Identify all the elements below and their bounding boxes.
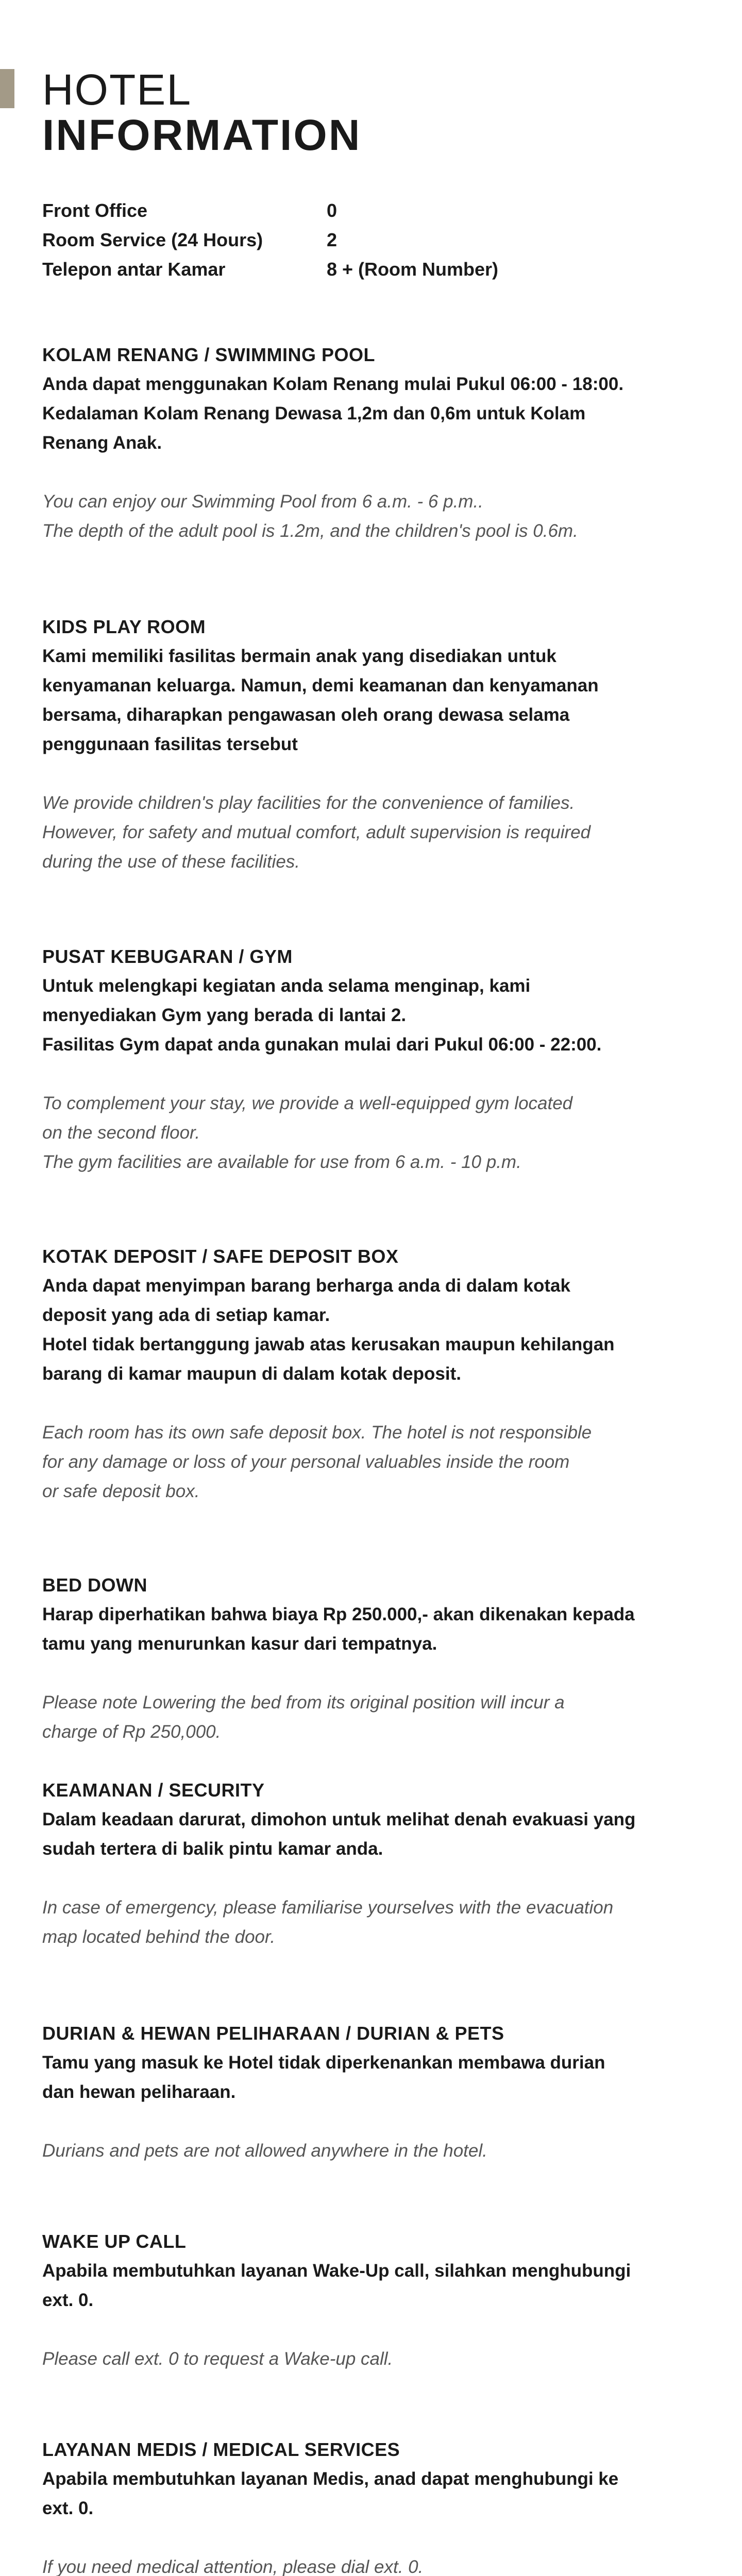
section-title: KOTAK DEPOSIT / SAFE DEPOSIT BOX [42,1246,399,1267]
section-text-id: Kami memiliki fasilitas bermain anak yang disediakan untuk [42,646,556,666]
section-text-id: sudah tertera di balik pintu kamar anda. [42,1839,383,1859]
section-text-id: ext. 0. [42,2498,94,2518]
section-text-id: bersama, diharapkan pengawasan oleh orang dewasa selama [42,705,570,725]
section-text-en-line: We provide children's play facilities for the convenience of families. [42,793,575,813]
section-text-en-line: for any damage or loss of your personal valuables inside the room [42,1452,570,1472]
section-text-en [42,1893,728,1952]
section-title: LAYANAN MEDIS / MEDICAL SERVICES [42,2439,400,2460]
section-swimming-pool [42,340,728,546]
section-text-id: menyediakan Gym yang berada di lantai 2. [42,1005,407,1025]
section-text-id: Anda dapat menggunakan Kolam Renang mulai Pukul 06:00 - 18:00. [42,374,624,394]
section-gym [42,942,728,1177]
section-text-id: Untuk melengkapi kegiatan anda selama menginap, kami [42,976,531,996]
section-text-en-line: Please call ext. 0 to request a Wake-up call. [42,2349,393,2369]
page-title-line2: INFORMATION [42,111,362,159]
section-text-id: deposit yang ada di setiap kamar. [42,1305,330,1325]
accent-bar [0,69,14,108]
section-text-en-line: during the use of these facilities. [42,852,300,872]
section-text-en-line: The gym facilities are available for use from 6 a.m. - 10 p.m. [42,1152,521,1172]
section-bed-down [42,1570,728,1747]
section-text-id: dan hewan peliharaan. [42,2082,236,2102]
section-text-en-line: on the second floor. [42,1123,200,1143]
section-text-id: tamu yang menurunkan kasur dari tempatnya. [42,1634,437,1654]
contact-row [42,225,661,255]
section-text-id: penggunaan fasilitas tersebut [42,734,298,754]
contact-value: 2 [327,229,338,250]
section-text-id: Anda dapat menyimpan barang berharga anda di dalam kotak [42,1276,570,1296]
section-text-en-line: However, for safety and mutual comfort, adult supervision is required [42,822,591,842]
section-security [42,1775,728,1952]
contact-row [42,196,661,225]
contact-list [42,196,661,284]
contact-label: Room Service (24 Hours) [42,229,263,250]
section-title: KIDS PLAY ROOM [42,616,206,637]
section-text-en [42,2344,728,2374]
section-title: WAKE UP CALL [42,2231,187,2252]
section-text-id: Apabila membutuhkan layanan Wake-Up call, silahkan menghubungi [42,2261,631,2281]
contact-value: 0 [327,199,338,221]
section-text-en-line: charge of Rp 250,000. [42,1722,221,1742]
contact-label: Front Office [42,199,147,221]
section-title: BED DOWN [42,1574,147,1596]
section-text-en-line: Each room has its own safe deposit box. The hotel is not responsible [42,1422,592,1443]
section-safe-deposit-box [42,1242,728,1506]
section-kids-play-room [42,612,728,876]
section-title: PUSAT KEBUGARAN / GYM [42,946,293,967]
contact-value: 8 + (Room Number) [327,258,499,280]
section-text-en [42,487,728,546]
section-text-en-line: You can enjoy our Swimming Pool from 6 a.m. - 6 p.m.. [42,492,483,512]
section-text-id: Kedalaman Kolam Renang Dewasa 1,2m dan 0,6m untuk Kolam [42,403,586,423]
section-text-id: ext. 0. [42,2290,94,2310]
section-text-id: Fasilitas Gym dapat anda gunakan mulai dari Pukul 06:00 - 22:00. [42,1035,602,1055]
section-text-id: kenyamanan keluarga. Namun, demi keamanan dan kenyamanan [42,675,599,696]
section-text-en [42,1418,728,1506]
section-title: DURIAN & HEWAN PELIHARAAN / DURIAN & PETS [42,2023,504,2044]
contact-row [42,255,661,284]
section-text-id: Apabila membutuhkan layanan Medis, anad dapat menghubungi ke [42,2469,619,2489]
section-text-id: Hotel tidak bertanggung jawab atas kerusakan maupun kehilangan [42,1334,615,1354]
section-text-en-line: In case of emergency, please familiarise yourselves with the evacuation [42,1897,614,1918]
section-text-en-line: If you need medical attention, please dial ext. 0. [42,2557,424,2576]
section-text-en [42,788,728,876]
page-header [0,65,742,158]
section-text-id: Tamu yang masuk ke Hotel tidak diperkenankan membawa durian [42,2053,605,2073]
section-text-en [42,2136,728,2165]
section-medical-services [42,2435,728,2576]
section-text-en-line: map located behind the door. [42,1927,276,1947]
section-text-en [42,1688,728,1747]
section-text-id: Dalam keadaan darurat, dimohon untuk melihat denah evakuasi yang [42,1809,636,1829]
section-text-en-line: The depth of the adult pool is 1.2m, and the children's pool is 0.6m. [42,521,578,541]
section-text-id: Renang Anak. [42,433,162,453]
section-text-en-line: Durians and pets are not allowed anywhere in the hotel. [42,2141,487,2161]
section-text-en-line: or safe deposit box. [42,1481,200,1501]
page-title-line1: HOTEL [42,65,192,114]
section-text-id: barang di kamar maupun di dalam kotak deposit. [42,1364,461,1384]
section-wake-up-call [42,2227,728,2374]
section-text-en-line: To complement your stay, we provide a well-equipped gym located [42,1093,573,1113]
contact-label: Telepon antar Kamar [42,258,226,280]
section-text-id: Harap diperhatikan bahwa biaya Rp 250.000,- akan dikenakan kepada [42,1604,635,1624]
section-text-en [42,2552,728,2576]
section-text-en-line: Please note Lowering the bed from its original position will incur a [42,1692,565,1713]
section-title: KOLAM RENANG / SWIMMING POOL [42,344,375,365]
section-title: KEAMANAN / SECURITY [42,1780,265,1801]
section-durian-pets [42,2019,728,2165]
section-text-en [42,1089,728,1177]
